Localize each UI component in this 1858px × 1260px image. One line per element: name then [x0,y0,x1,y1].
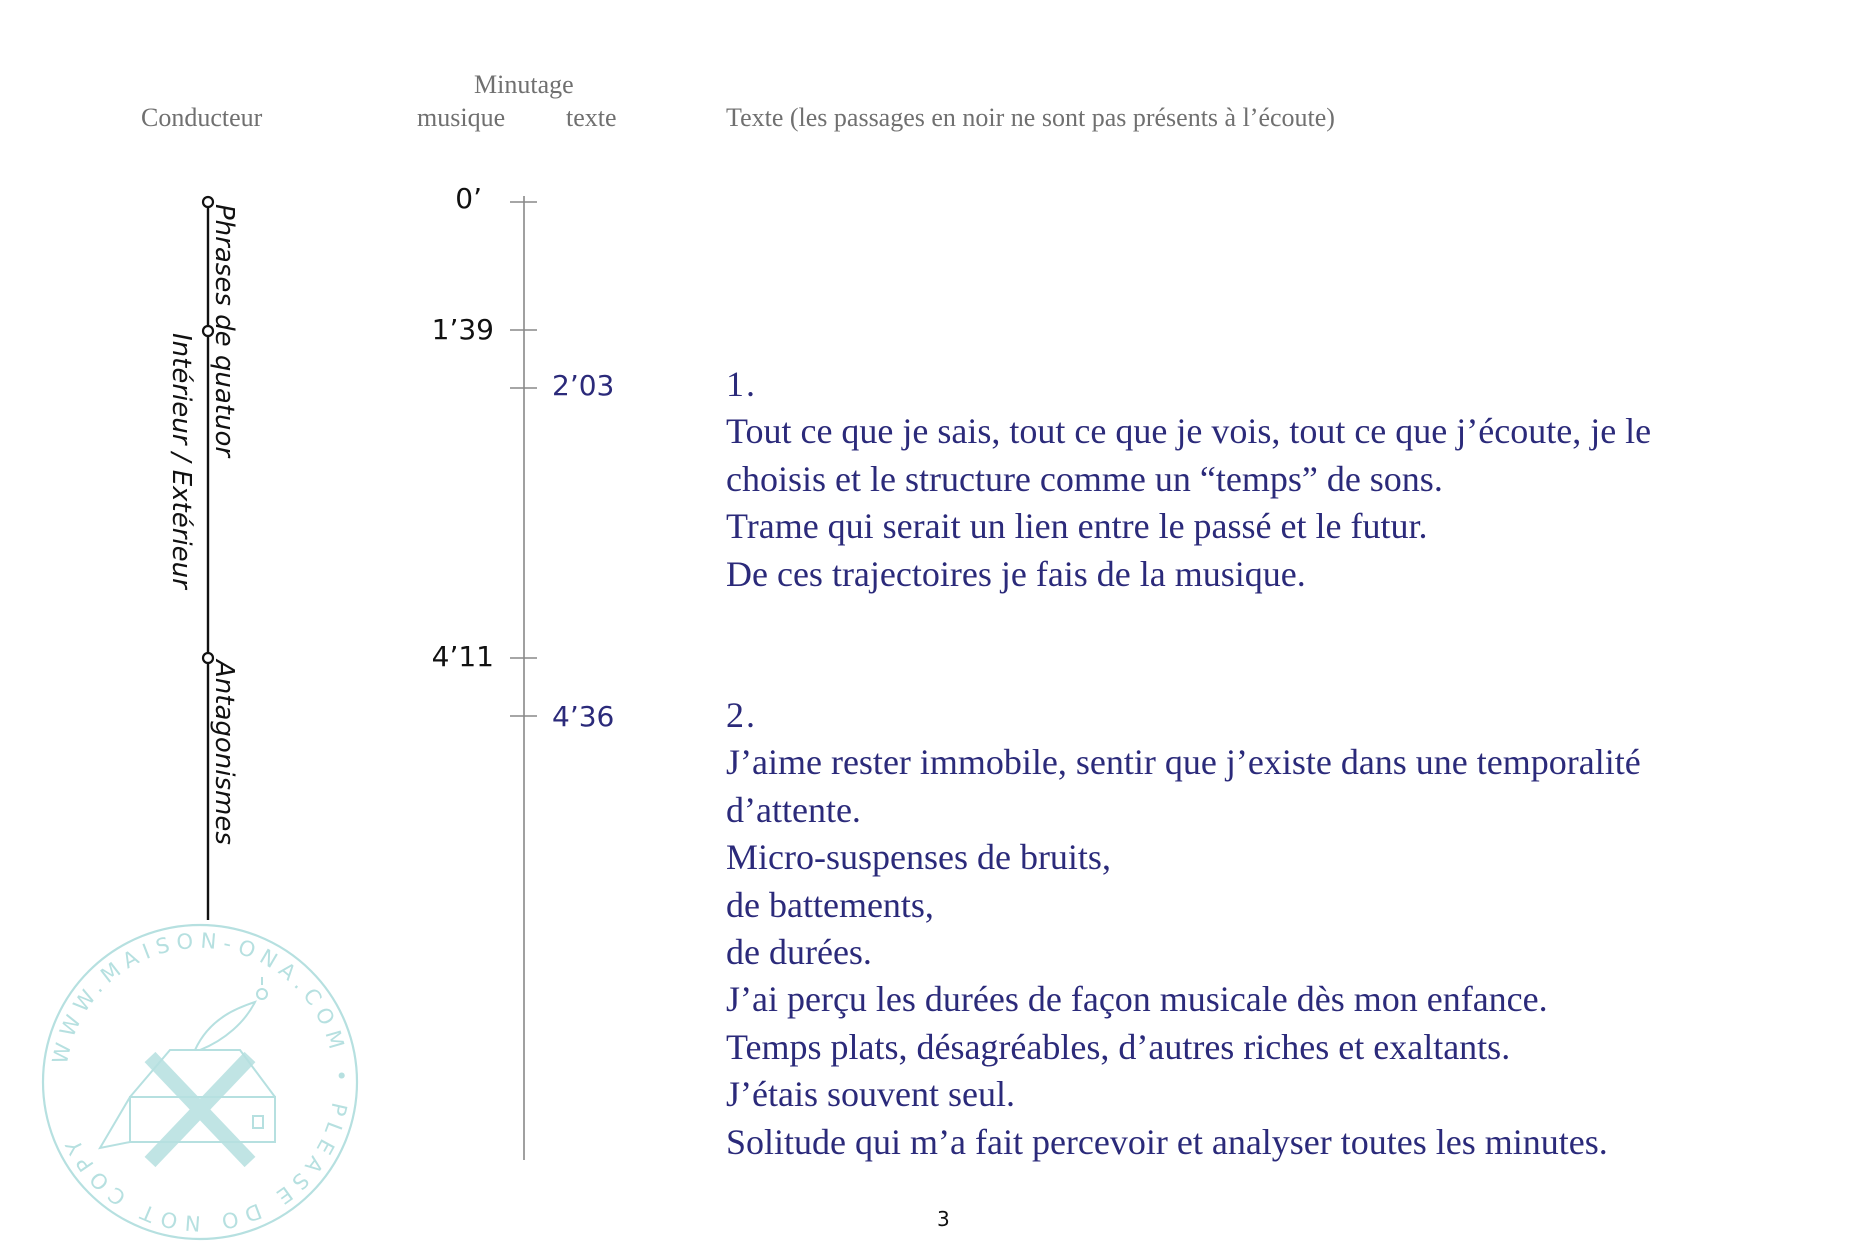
watermark-ring [43,925,357,1239]
passage-line: Tout ce que je sais, tout ce que je vois, tout ce que j’écoute, je le [726,411,1652,452]
time-musique-4-11: 4’11 [431,640,494,673]
passage-line: choisis et le structure comme un “temps” de sons. [726,458,1443,499]
passage-line: J’étais souvent seul. [726,1074,1015,1115]
passage-1 [726,361,1806,598]
passage-line: J’aime rester immobile, sentir que j’existe dans une temporalité [726,742,1641,783]
time-texte-2-03: 2’03 [552,369,615,402]
passage-line: Trame qui serait un lien entre le passé et le futur. [726,506,1428,547]
passage-line: de battements, [726,884,934,925]
header-texte: texte [566,103,617,132]
conducteur-label-phrases: Phrases de quatuor [209,204,239,458]
header-texte-main: Texte (les passages en noir ne sont pas présents à l’écoute) [726,103,1335,132]
time-texte-4-36: 4’36 [552,700,615,733]
passage-line: J’ai perçu les durées de façon musicale dès mon enfance. [726,979,1548,1020]
watermark-text: WWW.MAISON-ONA.COM • PLEASE DO NOT COPY [47,928,354,1236]
time-musique-1-39: 1’39 [431,313,494,346]
conducteur-label-antagonismes: Antagonismes [209,660,239,845]
passage-number: 2. [726,695,757,735]
conducteur-label-interieur: Intérieur / Extérieur [166,333,196,589]
x-mark [150,1057,250,1162]
passage-number: 1. [726,364,757,404]
passage-2 [726,692,1806,1166]
passage-line: Solitude qui m’a fait percevoir et analyser toutes les minutes. [726,1121,1608,1162]
passage-line: Micro-suspenses de bruits, [726,837,1111,878]
passage-line: de durées. [726,932,872,973]
watermark-stamp [40,922,360,1242]
header-conducteur: Conducteur [141,103,263,132]
passage-line: d’attente. [726,789,861,830]
passage-line: De ces trajectoires je fais de la musique. [726,553,1306,594]
passage-line: Temps plats, désagréables, d’autres riches et exaltants. [726,1026,1511,1067]
header-minutage: Minutage [474,70,574,99]
header-musique: musique [417,103,506,132]
page-number: 3 [937,1207,950,1231]
time-musique-0: 0’ [455,182,482,215]
